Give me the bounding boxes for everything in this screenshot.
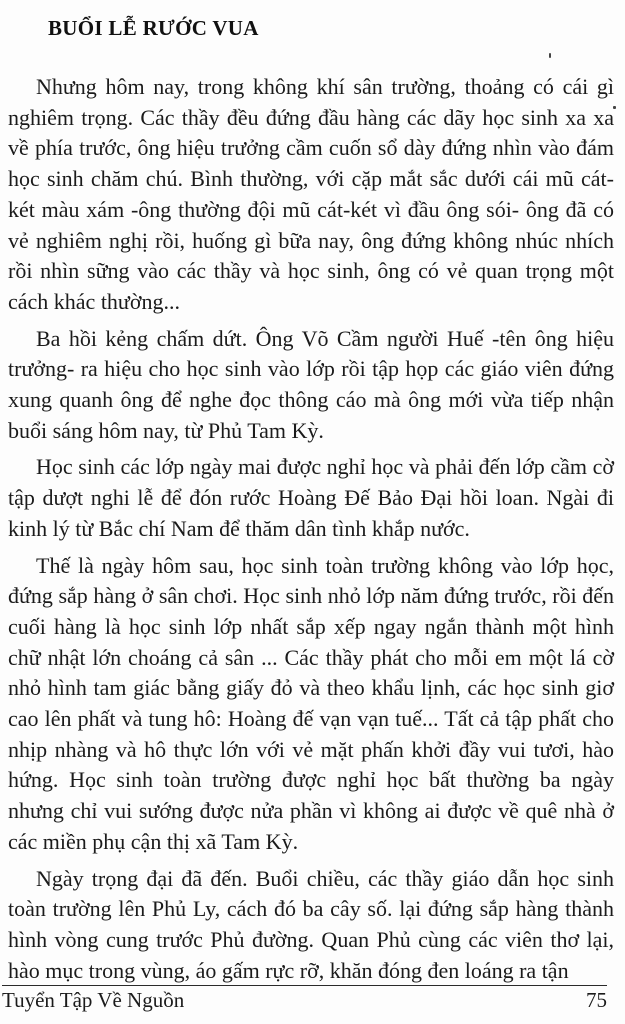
paragraph: Học sinh các lớp ngày mai được nghỉ học và phải đến lớp cầm cờ tập dượt nghi lễ để đón rước Hoàng Đế Bảo Đại hồi loan. Ngài đi kinh lý từ Bắc chí Nam để thăm dân tình khắp nước. [8, 454, 614, 541]
print-speck [549, 53, 551, 58]
paragraph: Nhưng hôm nay, trong không khí sân trường, thoảng có cái gì nghiêm trọng. Các thầy đều đứng đầu hàng các dãy học sinh xa xa về phía trước, ông hiệu trưởng cầm cuốn sổ dày đứng nhìn vào đám học sinh chăm chú. Bình thường, với cặp mắt sắc dưới cái mũ cát-két màu xám -ông thường đội mũ cát-két vì đầu ông sói- ông đã có vẻ nghiêm nghị rồi, huống gì bữa nay, ông đứng không nhúc nhích rồi nhìn sững vào các thầy và học sinh, ông có vẻ quan trọng một cách khác thường... [8, 74, 614, 314]
paragraph: Ngày trọng đại đã đến. Buổi chiều, các thầy giáo dẫn học sinh toàn trường lên Phủ Ly, cách đó ba cây số. lại đứng sắp hàng thành hình vòng cung trước Phủ đường. Quan Phủ cùng các viên thơ lại, hào mục trong vùng, áo gấm rực rỡ, khăn đóng đen loáng ra tận [8, 865, 614, 983]
paragraph: Ba hồi kẻng chấm dứt. Ông Võ Cầm người Huế -tên ông hiệu trưởng- ra hiệu cho học sinh vào lớp rồi tập họp các giáo viên đứng xung quanh ông để nghe đọc thông cáo mà ông mới vừa tiếp nhận buổi sáng hôm nay, từ Phủ Tam Kỳ. [8, 325, 614, 443]
chapter-heading: BUỔI LỄ RƯỚC VUA [48, 16, 259, 40]
paragraph: Thế là ngày hôm sau, học sinh toàn trường không vào lớp học, đứng sắp hàng ở sân chơi. Học sinh nhỏ lớp năm đứng trước, rồi đến cuối hàng là học sinh lớp nhất sắp xếp ngay ngắn thành một hình chữ nhật lớn choáng cả sân ... Các thầy phát cho mỗi em một lá cờ nhỏ hình tam giác bằng giấy đỏ và theo khẩu lịnh, các học sinh giơ cao lên phất và tung hô: Hoàng đế vạn vạn tuế... Tất cả tập phất cho nhịp nhàng và hô thực lớn với vẻ mặt phấn khởi đầy vui tươi, hào hứng. Học sinh toàn trường được nghỉ học bất thường ba ngày nhưng chỉ vui sướng được nửa phần vì không ai được về quê nhà ở các miền phụ cận thị xã Tam Kỳ. [8, 552, 614, 854]
page-number: 75 [586, 988, 607, 1012]
body-text [8, 72, 614, 992]
footer-book-title: Tuyển Tập Về Nguồn [2, 988, 185, 1012]
footer-divider [2, 985, 607, 986]
